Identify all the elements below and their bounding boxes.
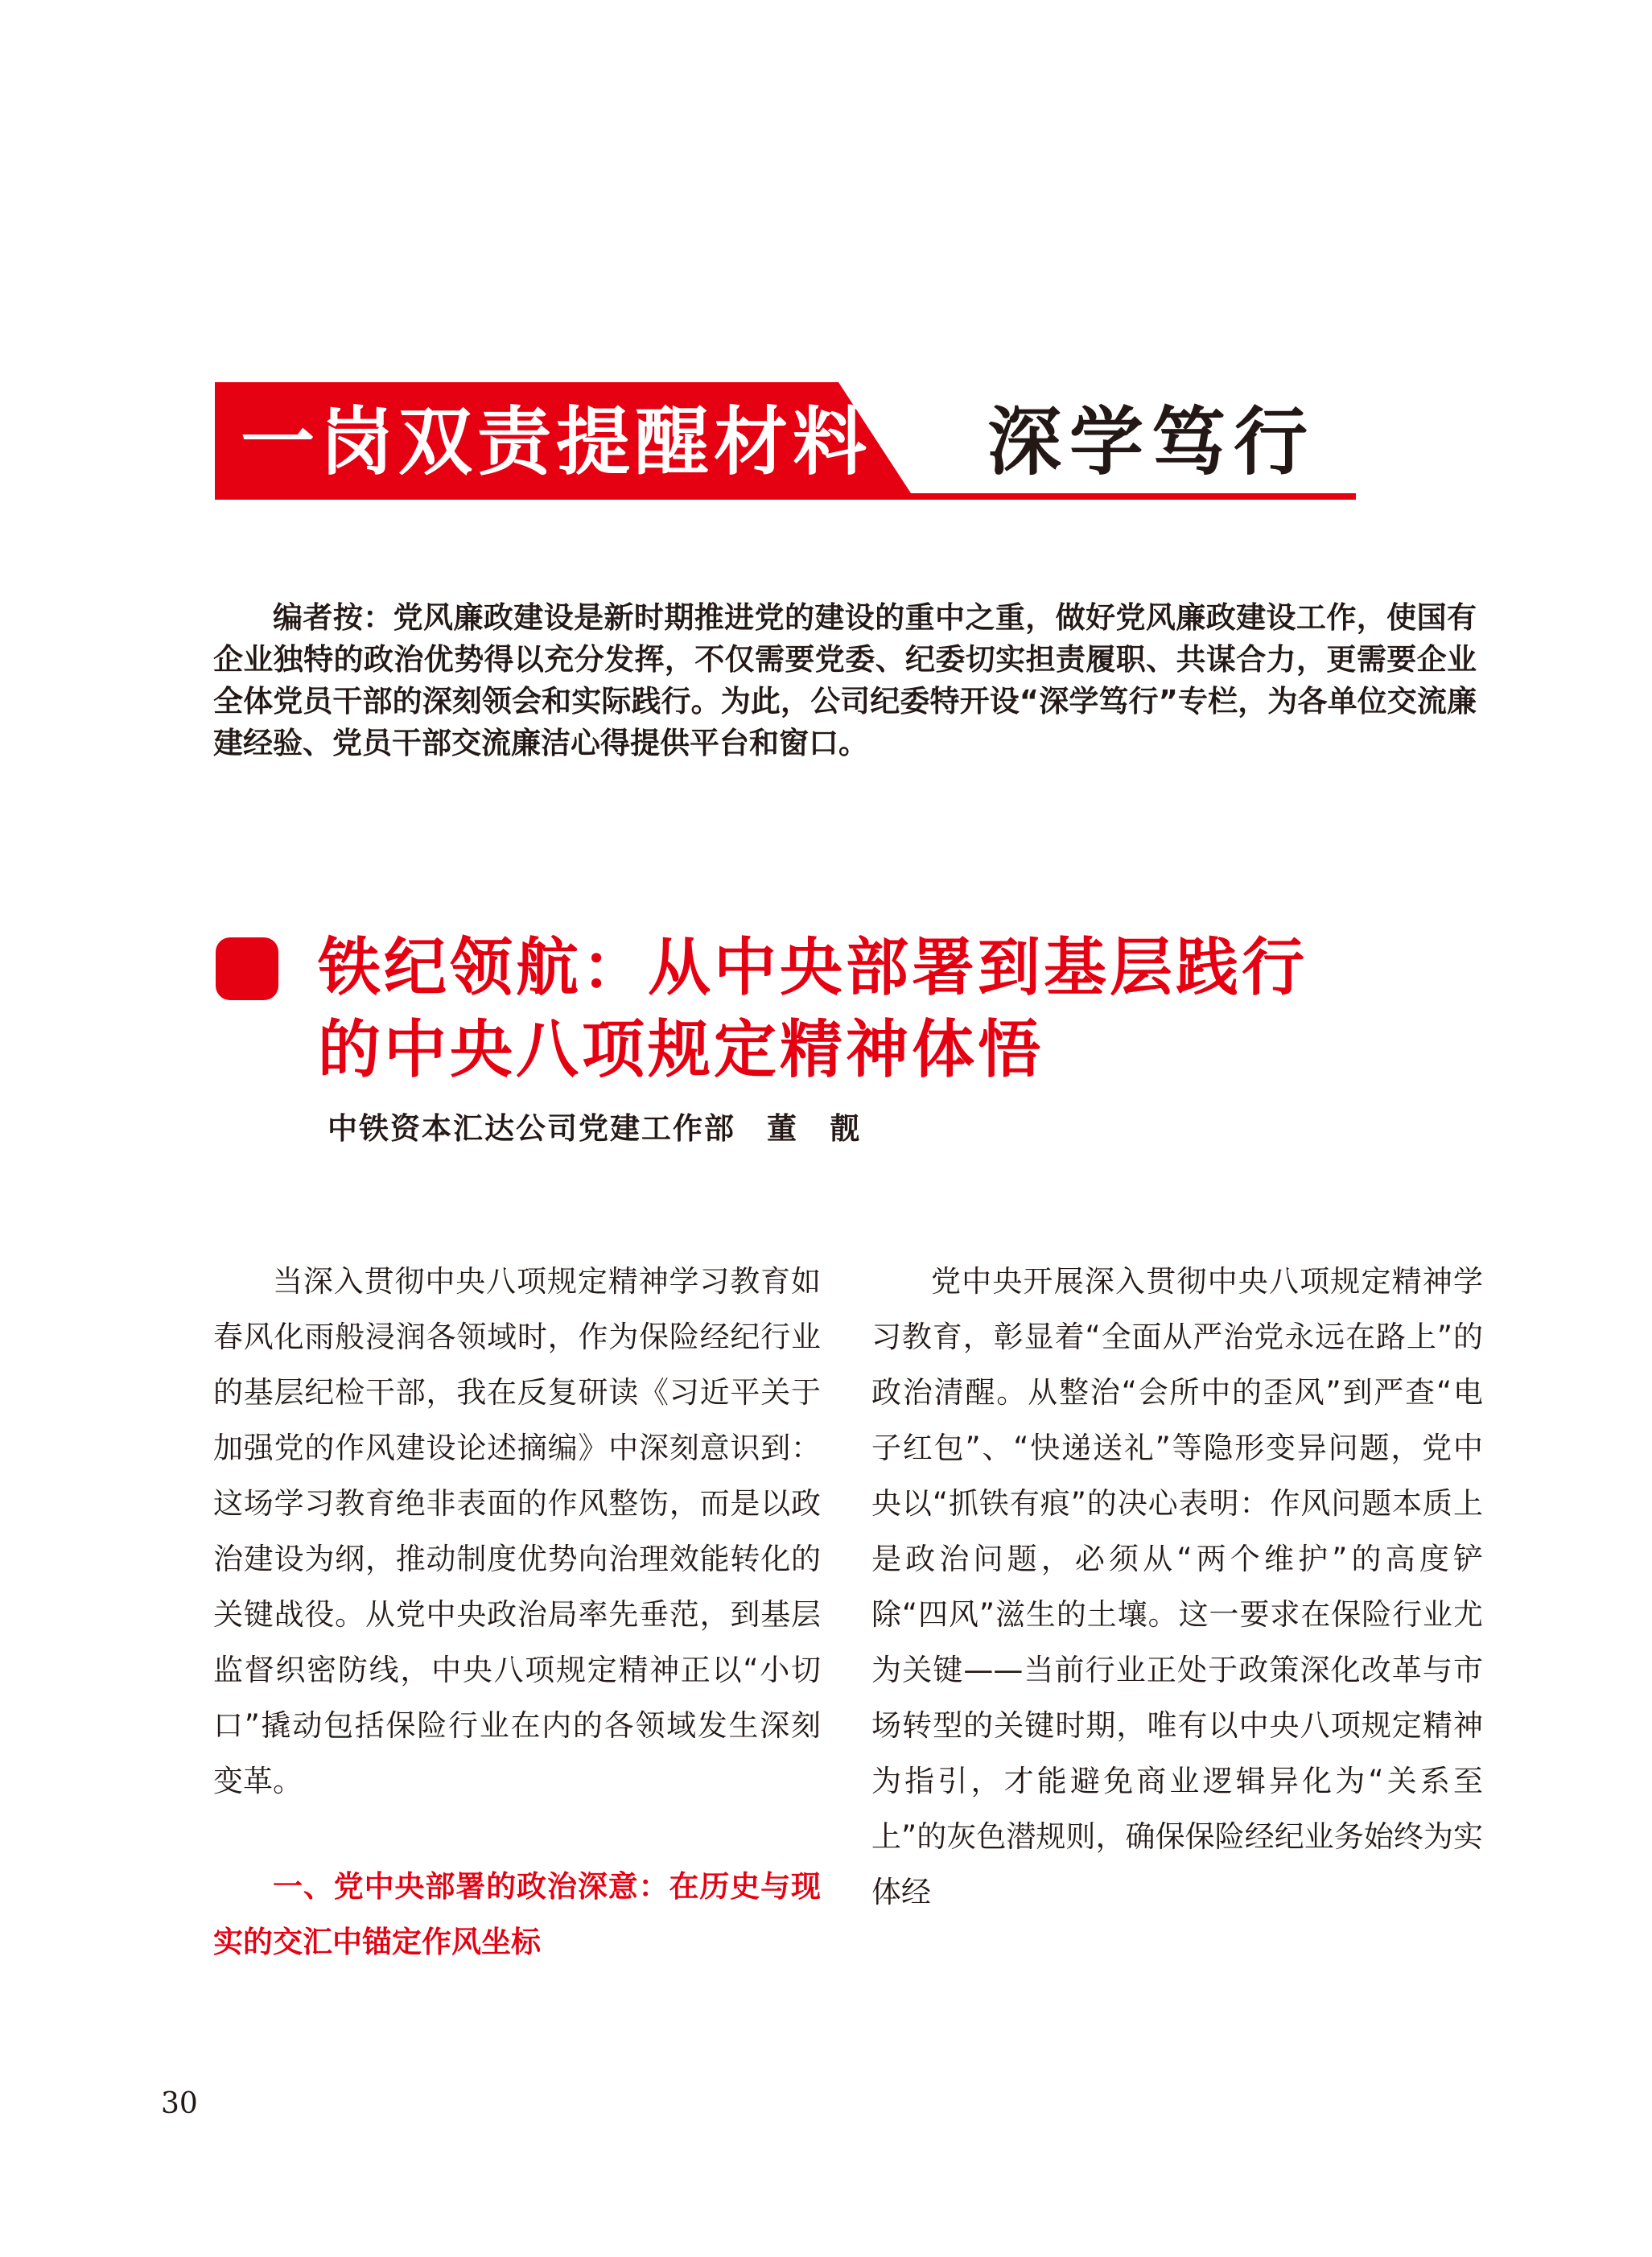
left-column xyxy=(213,1254,821,1970)
article-title-line-1: 铁纪领航：从中央部署到基层践行 xyxy=(318,932,1308,1004)
article-byline: 中铁资本汇达公司党建工作部 董 靓 xyxy=(328,1111,861,1146)
column-banner xyxy=(215,382,1356,511)
right-column xyxy=(871,1254,1483,1920)
section-heading: 一、党中央部署的政治深意：在历史与现实的交汇中锚定作风坐标 xyxy=(213,1869,821,1959)
title-marker-icon xyxy=(216,937,278,1000)
page-number: 30 xyxy=(161,2087,198,2120)
editor-note: 编者按：党风廉政建设是新时期推进党的建设的重中之重，做好党风廉政建设工作，使国有企业独特的政治优势得以充分发挥，不仅需要党委、纪委切实担责履职、共谋合力，更需要企业全体党员干部的深刻领会和实际践行。为此，公司纪委特开设“深学笃行”专栏，为各单位交流廉建经验、党员干部交流廉洁心得提供平台和窗口。 xyxy=(213,600,1477,760)
body-paragraph: 党中央开展深入贯彻中央八项规定精神学习教育，彰显着“全面从严治党永远在路上”的政治清醒。从整治“会所中的歪风”到严查“电子红包”、“快递送礼”等隐形变异问题，党中央以“抓铁有痕”的决心表明：作风问题本质上是政治问题，必须从“两个维护”的高度铲除“四风”滋生的土壤。这一要求在保险行业尤为关键——当前行业正处于政策深化改革与市场转型的关键时期，唯有以中央八项规定精神为指引，才能避免商业逻辑异化为“关系至上”的灰色潜规则，确保保险经纪业务始终为实体经 xyxy=(871,1264,1483,1909)
banner-category-label: 一岗双责提醒材料 xyxy=(241,399,872,485)
article-title xyxy=(318,927,1485,1091)
body-paragraph: 当深入贯彻中央八项规定精神学习教育如春风化雨般浸润各领域时，作为保险经纪行业的基层纪检干部，我在反复研读《习近平关于加强党的作风建设论述摘编》中深刻意识到：这场学习教育绝非表面的作风整饬，而是以政治建设为纲，推动制度优势向治理效能转化的关键战役。从党中央政治局率先垂范，到基层监督织密防线，中央八项规定精神正以“小切口”撬动包括保险行业在内的各领域发生深刻变革。 xyxy=(213,1264,821,1798)
article-title-line-2: 的中央八项规定精神体悟 xyxy=(318,1014,1044,1086)
banner-column-label: 深学笃行 xyxy=(987,399,1316,485)
